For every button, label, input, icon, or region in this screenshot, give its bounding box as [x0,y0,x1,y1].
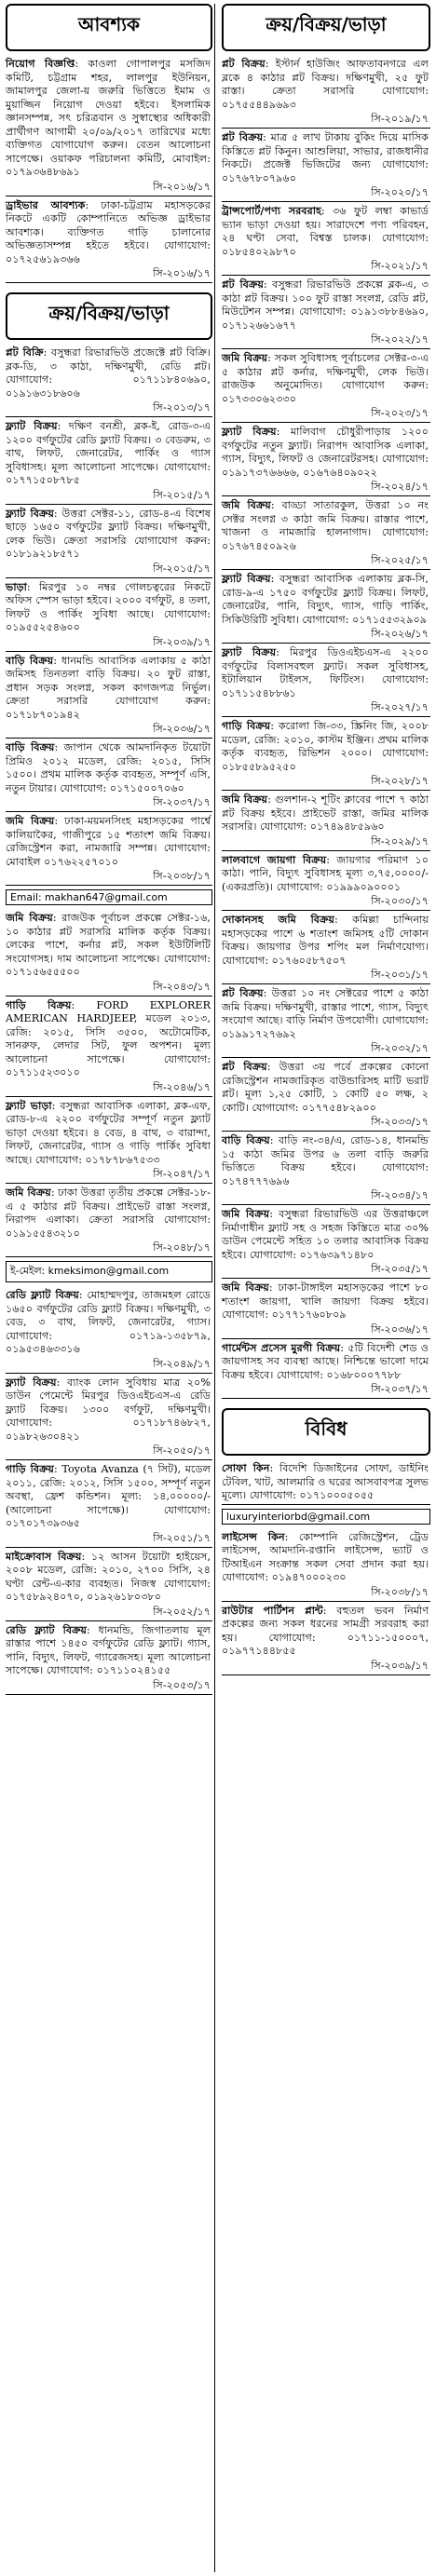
ad-text [4,578,214,636]
ad-text [220,791,432,835]
classified-ad [4,1097,214,1185]
classified-ad [4,417,214,505]
ad-text [4,1184,214,1241]
ad-heading: দোকানসহ জমি বিক্রয় [222,913,334,926]
classified-ad [4,1548,214,1621]
ad-body: : করোলা জি-৩৩, স্ক্রিনিং জি, ২০০৮ মডেল, রেজি: ২০১০, কাস্টম ইঞ্জিন। প্রথম মালিক কর্তৃক ব্যবহৃত, রিভিশন ২০০০। যোগাযোগ: ০১৮৫৫৮৯৫২৫০ [222,720,429,773]
ad-body: : সকল সুবিধাসহ পূর্বাচলের সেক্টর-৩-এ ৫ কাঠার প্লট কর্নার, দক্ষিণমুখী, লেক ভিউ। রাজউক অনুমোদিত। যোগাযোগ করুন: ০১৭৩৩০৬২৩৩০ [222,352,429,405]
ad-code: সি-২০৩৮/১৭ [153,870,211,882]
email-makhan: Email: makhan647@gmail.com [6,889,212,905]
ad-body: : ঢাকা-টাঙ্গাইল মহাসড়কের পাশে ৮০ শতাংশ জায়গা, খালি জায়গা বিক্রয় হইবে। যোগাযোগ: ০১৭৭১৭৬০৮০৯ [222,1281,429,1321]
classified-ad [4,812,214,886]
ad-code: সি-২০৪৯/১৭ [153,1357,211,1370]
ad-text [4,1621,214,1679]
ad-body: : মাত্র ৫ লাখ টাকায় বুকিং দিয়ে মাসিক কিস্তিতে প্লট কিনুন। আশুলিয়া, সাভার, রাজধানীর নিকটে। প্রজেক্ট ভিজিটের জন্য যোগাযোগ: ০১৭৬৭৮০৭৯৬০ [222,131,429,184]
ad-heading: ড্রাইভার আবশ্যক [6,197,86,211]
ad-text [4,1097,214,1169]
ad-heading: বাড়ি বিক্রয় [6,653,54,667]
classified-ad [220,1602,432,1675]
ad-heading: প্লট বিক্রয় [222,986,264,999]
ad-body: : বাড্ডা সাতারকুল, উত্তরা ১০ নং সেক্টর সংলগ্ন ৩ কাঠা জমি বিক্রয়। রাস্তার পাশে, খাজনা ও নামজারি হালনাগাদ। যোগাযোগ: ০১৭৬৭৪৫০৯২৬ [222,499,429,552]
ad-heading: জমি বিক্রয় [6,1186,51,1199]
ad-heading: বাড়ি বিক্রয় [222,1133,270,1146]
ad-text [220,984,432,1042]
ad-heading: রাউটার পার্টিশন প্লান্ট [222,1603,323,1617]
classified-ad [220,1132,432,1205]
ad-divider [6,1694,212,1695]
ad-text [4,1286,214,1358]
classified-ad [220,1339,432,1400]
ad-heading: রেডি ফ্ল্যাট বিক্রয় [6,1288,79,1301]
ad-heading: লালবাগে জায়গা বিক্রয় [222,852,327,866]
classified-ad [220,55,432,129]
ad-code: সি-২০২৬/১৭ [371,628,429,640]
ad-heading: ফ্ল্যাট ভাড়া [6,1098,52,1112]
ad-heading: ভাড়া [6,579,27,593]
ad-code: সি-২০৩৬/১৭ [371,1322,429,1335]
ad-body: : ধানমন্ডি আবাসিক এলাকায় ৫ কাঠা জমিসহ তিনতলা বাড়ি বিক্রয়। ২০ ফুট রাস্তা, প্রধান সড়ক সংলগ্ন, সকল কাগজপত্র নির্ভুল। ক্রেতা সরাসরি যোগাযোগ করুন: ০১৭১৮৭০১৯৪২ [6,654,211,721]
ad-body: : জায়গার পরিমাণ ১০ কাঠা। পানি, বিদ্যুৎ সুবিধাসহ মূল্য ৩,৭৫,০০০০/- (একরপ্রতি)। যোগাযোগ: ০১৯৯৯০৯০০০১ [222,853,429,893]
ad-body: : ইস্টার্ন হাউজিং আফতাবনগরে এল ব্লকে ৪ কাঠার প্লট বিক্রয়। দক্ষিণমুখী, ২৫ ফুট রাস্তা। ক্রেতা সরাসরি যোগাযোগ: ০১৭৫৫৪৪৯৬৯৩ [222,58,429,111]
ad-text [220,1528,432,1586]
ad-heading: গাড়ি বিক্রয় [6,1462,55,1475]
ad-code: সি-২০৩২/১৭ [371,1042,429,1054]
left-ads-list [4,344,214,886]
ad-text [220,911,432,969]
ad-body: : বসুন্ধরা রিভারভিউ প্রজেক্টে প্লট বিক্রি। ব্লক-ডি, ৩ কাঠা, দক্ষিণমুখী, রেডি প্লট। যোগাযোগ: ০১৭১১৮৪০৬৯০, ০১৯১৬৩১৮৬০৬ [6,346,211,400]
ad-text [4,505,214,563]
ad-body: : ঢাকা-চট্টগ্রাম মহাসড়কের নিকটে একটি কোম্পানিতে অভিজ্ঞ ড্রাইভার আবশ্যক। ব্যক্তিগত গাড়ি চালানোর অভিজ্ঞতাসম্পন্ন হইতে হইবে। যোগাযোগ: ০১৭২৫৬১৯৩৬৬ [6,198,211,265]
ad-code: সি-২০২৮/১৭ [371,775,429,787]
ad-text [4,909,214,981]
ad-heading: ফ্ল্যাট বিক্রয় [6,506,54,520]
ad-text [220,1459,432,1504]
classified-ad [220,851,432,912]
left-ads-list-b [4,909,214,1257]
ad-body: : উত্তরা ৩য় পর্বে প্রকল্পের কোনো রেজিস্ট্রেশন নামজারিকৃত বাউন্ডারিসহ মাটি ভরাট প্লট। মূল্য ১,২৫ কোটি, ১ কোটি ৫০ লক্ষ, ২ কোটি। যোগাযোগ: ০১৭৭৫৪৮২৯০০ [222,1061,429,1114]
ad-heading: রেডি ফ্ল্যাট বিক্রয় [6,1622,88,1636]
left-ads-list-c [4,1286,214,1695]
ad-code: সি-২০১৯/১৭ [371,113,429,125]
classified-ad [4,1184,214,1257]
ad-body: : মালিবাগ চৌধুরীপাড়ায় ১২০০ বর্গফুটের নতুন ফ্ল্যাট। নিরাপদ আবাসিক এলাকা, গ্যাস, বিদ্যুৎ, লিফট ও জেনারেটরসহ। যোগাযোগ: ০১৯১৭৩৭৬৬৬৬, ০১৬৭৬৪০৯০২২ [222,426,429,479]
ad-code: সি-২০৩৭/১৭ [371,1383,429,1395]
ad-code: সি-২০৩৪/১৭ [371,1189,429,1201]
classified-ad [4,1374,214,1461]
ad-text [220,1279,432,1323]
ad-code: সি-২০৩৫/১৭ [371,1263,429,1275]
ad-body: : কোম্পানি রেজিস্ট্রেশন, ট্রেড লাইসেন্স, আমদানি-রপ্তানি লাইসেন্স, ভ্যাট ও টিআইএন সংক্রান্ত সকল সেবা প্রদান করা হয়। যোগাযোগ: ০১৯৪৭০০০২৩০ [222,1530,429,1583]
ad-body: : কাওলা গোপালপুর মসজিদ কমিটি, চট্টগ্রাম শহর, লালপুর ইউনিয়ন, জামালপুর জেলা-য় জরুরি ভিত্তিতে ইমাম ও মুয়াজ্জিন নিয়োগ দেওয়া হইবে। ইসলামিক জ্ঞানসম্পন্ন, সৎ চরিত্রবান ও সুস্বাস্থ্যের অধিকারী প্রার্থীগণ আগামী ২০/০৯/২০১৭ তারিখের মধ্যে ব্যক্তিগত যোগাযোগ করুন। বেতন আলোচনা সাপেক্ষে। ওয়াকফ পরিচালনা কমিটি, মোবাইল: ০১৭৯৩৬৪৮৬৯১ [6,58,211,178]
ad-code: সি-২০৪৬/১৭ [153,1080,211,1093]
classified-ad [220,1279,432,1339]
ad-code: সি-২০৩৯/১৭ [153,635,211,648]
ad-body: : কমিল্লা চান্দিনায় মহাসড়কের পাশে ৬ শতাংশ জমিসহ ৫টি দোকান বিক্রয়। জায়গার উপর শপিং মল নির্মাণযোগ্য। যোগাযোগ: ০১৭৬০৫৮৭৫০৭ [222,914,429,967]
ad-heading: গার্মেন্টস প্রসেস মুরগী বিক্রয় [222,1340,341,1354]
ad-heading: জমি বিক্রয় [6,911,53,924]
ad-body: : মিরপুর ডিওএইচএস-এ ২২০০ বর্গফুটের বিলাসবহুল ফ্ল্যাট। সকল সুবিধাসহ, ইটালিয়ান টাইলস, ফিটিংস। যোগাযোগ: ০১৭১১৫৪৮৮৬১ [222,646,429,699]
classified-ad [4,652,214,739]
ad-heading: বাড়ি বিক্রয় [6,740,55,753]
ad-body: : জাপান থেকে আমদানিকৃত টয়োটা প্রিমিও ২০১২ মডেল, রেজি: ২০১৫, সিসি ১৫০০। প্রথম মালিক কর্তৃক ব্যবহৃত, সম্পূর্ণ এসি, নতুন টায়ার। যোগাযোগ: ০১৭১৫০০৭০৬০ [6,741,211,794]
ad-text [220,1058,432,1116]
ad-heading: গাড়ি বিক্রয় [6,997,72,1011]
classified-ad [220,644,432,717]
ad-text [4,997,214,1081]
ad-code: সি-২০৫২/১৭ [153,1605,211,1618]
header-wanted: আবশ্যক [6,4,212,51]
ad-text [220,570,432,628]
classified-ad [220,984,432,1058]
ad-text [4,652,214,724]
ad-text [4,417,214,489]
ad-text [220,1602,432,1660]
wanted-ads [4,55,214,283]
ad-heading: ফ্ল্যাট বিক্রয় [222,425,277,438]
ad-text [220,349,432,407]
ad-text [220,202,432,260]
ad-text [4,55,214,181]
ad-text [220,496,432,554]
ad-body: : মোহাম্মদপুর, তাজমহল রোডে ১৬৫০ বর্গফুটের রেডি ফ্ল্যাট বিক্রয়। দক্ষিণমুখী, ৩ বেড, ৩ বাথ, লিফট, জেনারেটর, গ্যাস। যোগাযোগ: ০১৭১৯-১৩৫৮৭৯, ০১৯৫৩৪৬৩৩১৬ [6,1289,211,1355]
classified-ad [4,739,214,812]
ad-text [220,1132,432,1189]
ad-body: : ঢাকা-ময়মনসিংহ মহাসড়কের পার্শ্বে কালিয়াকৈর, গাজীপুরে ১৫ শতাংশ জমি বিক্রয়। রেজিস্ট্রেশন করা, নামজারি সম্পন্ন। যোগাযোগ: মোবাইল ০১৭৬২২৫৭০১০ [6,815,211,868]
ad-code: সি-২০২৯/১৭ [371,834,429,847]
ad-code: সি-২০২০/১৭ [371,186,429,198]
classified-ad [220,717,432,791]
left-column [4,4,215,2572]
email-luxuryinterior: luxuryinteriorbd@gmail.com [222,1509,430,1525]
ad-body: : বহুতল ভবন নির্মাণ প্রকল্পের জন্য সকল ধরনের সামগ্রী সরবরাহ করা হয়। যোগাযোগ: ০১৭১১-১৫০০০৭, ০১৯৭৭১৪৪৮৫৫ [222,1604,429,1657]
classified-ad [220,911,432,984]
right-column [220,4,432,2572]
ad-body: : ৫টি বিদেশী শেড ও জায়গাসহ সব ব্যবস্থা আছে। নিশ্চিন্তে ভালো দামে বিক্রয় হইবে। যোগাযোগ: ০১৬৮০০০৭৭৮৮ [222,1341,429,1381]
classified-ad [4,344,214,417]
ad-body: : ধানমন্ডি, জিগাতলায় মূল রাস্তার পাশে ১৪৫০ বর্গফুটের রেডি ফ্ল্যাট। গ্যাস, পানি, বিদ্যুৎ, লিফট, গ্যারেজসহ। মূল্য আলোচনা সাপেক্ষে। যোগাযোগ: ০১৭১১০২৪১৫৫ [6,1623,211,1676]
ad-text [4,197,214,268]
ad-code: সি-২০৩০/১৭ [371,895,429,907]
ad-text [4,344,214,401]
ad-heading: সোফা কিন [222,1461,270,1474]
classified-ad [220,1205,432,1279]
classified-ad [4,505,214,578]
classified-ad [220,496,432,570]
classified-ad [220,349,432,423]
ad-body: : বিদেশি ডিজাইনের সোফা, ডাইনিং টেবিল, খাট, আলমারি ও ঘরের আসবাবপত্র সুলভ মূল্যে। যোগাযোগ: ০১৭১০০০৫০৫৫ [222,1462,429,1501]
classified-ad [4,578,214,652]
ad-heading: জমি বিক্রয় [222,498,271,511]
right-ads-list [220,55,432,1399]
ad-text [220,129,432,186]
ad-code: সি-২০১৫/১৭ [153,488,211,501]
ad-body: : Toyota Avanza (৭ সিট), মডেল ২০১১, রেজি: ২০১২, সিসি ১৫০০, সম্পূর্ণ নতুন অবস্থা, ফ্রেশ কন্ডিশন। মূল্য: ১৪,০০০০০/- (আলোচনা সাপেক্ষে)। যোগাযোগ: ০১৭০১৭৩৯৩৬৫ [6,1463,211,1529]
ad-code: সি-২০৫৩/১৭ [153,1678,211,1691]
ad-body: : ১২ আসন টয়োটা হাইয়েস, ২০০৮ মডেল, রেজি: ২০১০, ২৭০০ সিসি, ২৪ ঘণ্টা রেন্ট-এ-কার ব্যবহৃত। নিজস্ব যোগাযোগ: ০১৭৫৮৯২৪০৭০, ০১৯২৬১৮০৩৮০ [6,1550,211,1603]
ad-heading: প্লট বিক্রি [6,346,44,359]
classified-ad [4,197,214,284]
ad-code: সি-২০৪৩/১৭ [153,980,211,993]
ad-code: সি-২০৫০/১৭ [153,1444,211,1457]
classified-ad [4,1621,214,1695]
ad-code: সি-২০৪৭/১৭ [153,1168,211,1180]
ad-heading: নিয়োগ বিজ্ঞপ্তি [6,57,75,70]
ad-text [220,423,432,481]
classified-ad [220,1528,432,1602]
ad-code: সি-২০১৬/১৭ [153,180,211,193]
classified-ad [220,1058,432,1132]
ad-divider [6,1256,212,1257]
ad-heading: ট্রান্সপোর্ট/পণ্য সরবরাহ [222,204,321,217]
ad-divider [6,282,212,283]
ad-body: : ৩৬ ফুট লম্বা কাভার্ড ভ্যান ভাড়া দেওয়া হয়। সারাদেশে পণ্য পরিবহন, ২৪ ঘণ্টা সেবা, বিশ্বস্ত চালক। যোগাযোগ: ০১৮৫৪০২৯৮৭০ [222,205,429,258]
ad-text [220,851,432,896]
ad-heading: ফ্ল্যাট বিক্রয় [6,419,58,432]
ad-heading: ফ্ল্যাট বিক্রয় [222,572,271,585]
ad-heading: জমি বিক্রয় [222,351,268,364]
classified-ad [4,997,214,1097]
ad-text [220,276,432,333]
ad-body: : ব্যাংক লোন সুবিধায় মাত্র ২০% ডাউন পেমেন্টে মিরপুর ডিওএইচএস-এ রেডি ফ্ল্যাট বিক্রয়। ১৩০০ বর্গফুট, দক্ষিণমুখী। যোগাযোগ: ০১৭১৮৭৪৬৮২৭, ০১৯৮২৬৩০৪২১ [6,1376,211,1443]
ad-body: : বাড়ি নং-৩৪/এ, রোড-১৪, ধানমন্ডি ১৫ কাঠা জমির উপর ৬ তলা বাড়ি জরুরি ভিত্তিতে বিক্রয় হইবে। যোগাযোগ: ০১৭৪৭৭৭৬৯৬ [222,1134,429,1187]
ad-divider [222,1504,430,1505]
ad-code: সি-২০৪৮/১৭ [153,1241,211,1254]
ad-heading: ফ্ল্যাট বিক্রয় [6,1375,57,1389]
ad-code: সি-২০৩৮/১৭ [371,1585,429,1598]
ad-text [4,1374,214,1445]
ad-divider [222,1398,430,1399]
ad-text [220,644,432,701]
ad-code: সি-২০১৫/১৭ [153,562,211,575]
ad-code: সি-২০১৩/১৭ [153,401,211,414]
ad-code: সি-২০৩৩/১৭ [371,1116,429,1128]
ad-divider [222,1674,430,1675]
ad-code: সি-২০২৪/১৭ [371,481,429,493]
ad-code: সি-২০৩১/১৭ [371,969,429,981]
ad-body: : FORD EXPLORER AMERICAN HARDJEEP, মডেল ২০১৩, রেজি: ২০১৫, সিসি ৩৫০০, অটোমেটিক, সানরুফ, লেদার সিট, ফুল অপশন। মূল্য আলোচনা সাপেক্ষে। যোগাযোগ: ০১৭১১৫২৩০১০ [6,998,211,1078]
ad-text [4,1548,214,1606]
classified-ad [4,55,214,197]
classified-ad [4,909,214,997]
ad-heading: প্লট বিক্রয় [222,130,264,143]
ad-code: সি-২০৫১/১৭ [153,1531,211,1544]
ad-heading: গাড়ি বিক্রয় [222,719,271,732]
classified-ad [220,202,432,276]
ad-body: : বসুন্ধরা রিভারভিউ প্রকল্পে ব্লক-এ, ৩ কাঠা প্লট বিক্রয়। ১০০ ফুট রাস্তা সংলগ্ন, রেডি প্লট, মিউটেশন সম্পন্ন। যোগাযোগ: ০১৯১৩৮৮৪৬৯০, ০১৭১২৬৬১৬৭৭ [222,278,429,332]
ad-heading: ফ্ল্যাট বিক্রয় [222,645,277,658]
ad-text [4,812,214,870]
ad-code: সি-২০১৬/১৭ [153,267,211,279]
classified-ad [220,423,432,496]
ad-heading: জমি বিক্রয় [222,1281,269,1294]
ad-code: সি-২০২৩/১৭ [371,407,429,419]
misc-ads-list-b [220,1528,432,1675]
ad-body: : বসুন্ধরা আবাসিক এলাকায় ব্লক-সি, রোড-৯-এ ১৭৫০ বর্গফুটের ফ্ল্যাট বিক্রয়। লিফট, জেনারেটর, পানি, বিদ্যুৎ, গ্যাস, গাড়ি পার্কিং, সিকিউরিটি সুবিধা। যোগাযোগ: ০১৭১৫৫৩২৯০৯ [222,573,429,626]
email-kmeksimon: ই-মেইল: kmeksimon@gmail.com [6,1261,212,1282]
ad-heading: মাইক্রোবাস বিক্রয় [6,1549,82,1563]
ad-text [4,1460,214,1532]
ad-body: : উত্তরা সেক্টর-১১, রোড-৪-এ বিশেষ ছাড়ে ১৬৫০ বর্গফুটের ফ্ল্যাট বিক্রয়। দক্ষিণমুখী, লেক ভিউ। ক্রেতা সরাসরি যোগাযোগ করুন: ০১৮১৯২১৮৫৭১ [6,507,211,560]
ad-text [220,1205,432,1263]
ad-heading: লাইসেন্স কিন [222,1529,285,1543]
ad-text [4,739,214,796]
ad-heading: জমি বিক্রয় [222,793,268,806]
classified-ad [4,1460,214,1548]
ad-code: সি-২০২৭/১৭ [371,701,429,713]
ad-heading: প্লট বিক্রয় [222,278,264,291]
ad-code: সি-২০৩৬/১৭ [153,723,211,735]
ad-body: : গুলশান-২ শূটিং ক্লাবের পাশে ৭ কাঠা প্লট বিক্রয় হইবে। প্রাইভেট রাস্তা, জমির মালিক সরাসরি। যোগাযোগ: ০১৭৪৯৪৮৫৯৬০ [222,793,429,833]
ad-body: : দক্ষিণ বনশ্রী, ব্লক-ই, রোড-৩-এ ১২০০ বর্গফুটের রেডি ফ্ল্যাট বিক্রয়। ৩ বেডরুম, ৩ বাথ, লিফট, জেনারেটর, পার্কিং ও গ্যাস সুবিধাসহ। মূল্য আলোচনা সাপেক্ষে। যোগাযোগ: ০১৭৭১৫০৮৭৮৫ [6,420,211,486]
ad-body: : মিরপুর ১০ নম্বর গোলচত্বরের নিকটে অফিস স্পেস ভাড়া হইবে। ২০০০ বর্গফুট, ৪ তলা, লিফট ও পার্কিং সুবিধা আছে। যোগাযোগ: ০১৯৫৫২৫৪৬০০ [6,580,211,633]
ad-body: : রাজউক পূর্বাচল প্রকল্পে সেক্টর-১৬, ১০ কাঠার প্লট সরাসরি মালিক কর্তৃক বিক্রয়। লেকের পাশে, কর্নার প্লট, সকল ইউটিলিটি সংযোগসহ। দাম আলোচনা সাপেক্ষে। যোগাযোগ: ০১৭১৫৬৫৫৫০০ [6,912,211,978]
ad-text [220,717,432,775]
misc-ads-list [220,1459,432,1505]
ad-body: : ঢাকা উত্তরা তৃতীয় প্রকল্পে সেক্টর-১৮-এ ৫ কাঠার প্লট বিক্রয়। প্রাইভেট রাস্তা সংলগ্ন, নিরাপদ এলাকা। ক্রেতা সরাসরি যোগাযোগ: ০১৯১৫৫৪৩২১০ [6,1186,211,1240]
ad-heading: প্লট বিক্রয় [222,57,266,70]
ad-heading: জমি বিক্রয় [6,814,55,827]
ad-text [220,55,432,113]
ad-heading: জমি বিক্রয় [222,1207,270,1220]
ad-divider [6,885,212,886]
ad-body: : উত্তরা ১০ নং সেক্টরের পাশে ৫ কাঠা জমি বিক্রয়। দক্ষিণমুখী, রাস্তার পাশে, গ্যাস, বিদ্যুৎ সংযোগ আছে। বাড়ি নির্মাণ উপযোগী। যোগাযোগ: ০১৯৯১৭২৭৬৯২ [222,987,429,1040]
ad-body: : বসুন্ধরা আবাসিক এলাকা, ব্লক-এফ, রোড-৮-এ ২২০০ বর্গফুটের সম্পূর্ণ নতুন ফ্ল্যাট ভাড়া দেওয়া হইবে। ৪ বেড, ৪ বাথ, ৩ বারান্দা, লিফট, জেনারেটর, গ্যাস ও গাড়ি পার্কিং সুবিধা আছে। যোগাযোগ: ০১৭৮৭৮৬৭৫৩৩ [6,1099,211,1166]
classified-ad [220,276,432,349]
ad-code: সি-২০৩৯/১৭ [371,1659,429,1672]
header-buy-sell-rent-right: ক্রয়/বিক্রয়/ভাড়া [222,4,430,51]
classified-ad [220,791,432,851]
classified-ad [4,1286,214,1374]
ad-code: সি-২০২২/১৭ [371,333,429,346]
classified-ad [220,129,432,202]
ad-text [220,1339,432,1384]
header-buy-sell-rent-left: ক্রয়/বিক্রয়/ভাড়া [6,292,212,340]
classified-ad [220,1459,432,1505]
ad-code: সি-২০২৫/১৭ [371,554,429,566]
ad-code: সি-২০২১/১৭ [371,260,429,272]
ad-body: : বসুন্ধরা রিভারভিউ এর উত্তরাঞ্চলে নির্মাণাধীন ফ্ল্যাট সহ ও সহজ কিস্তিতে মাত্র ৩০% ডাউন পেমেন্টে সহিত ১০ তলার আবাসিক বিক্রয় হইবে। যোগাযোগ: ০১৭৬৩৯৭১৪৮০ [222,1208,429,1261]
classified-ad [220,570,432,644]
ad-heading: প্লট বিক্রয় [222,1060,267,1073]
header-misc: বিবিধ [222,1408,430,1456]
ad-code: সি-২০৩৭/১৭ [153,796,211,808]
